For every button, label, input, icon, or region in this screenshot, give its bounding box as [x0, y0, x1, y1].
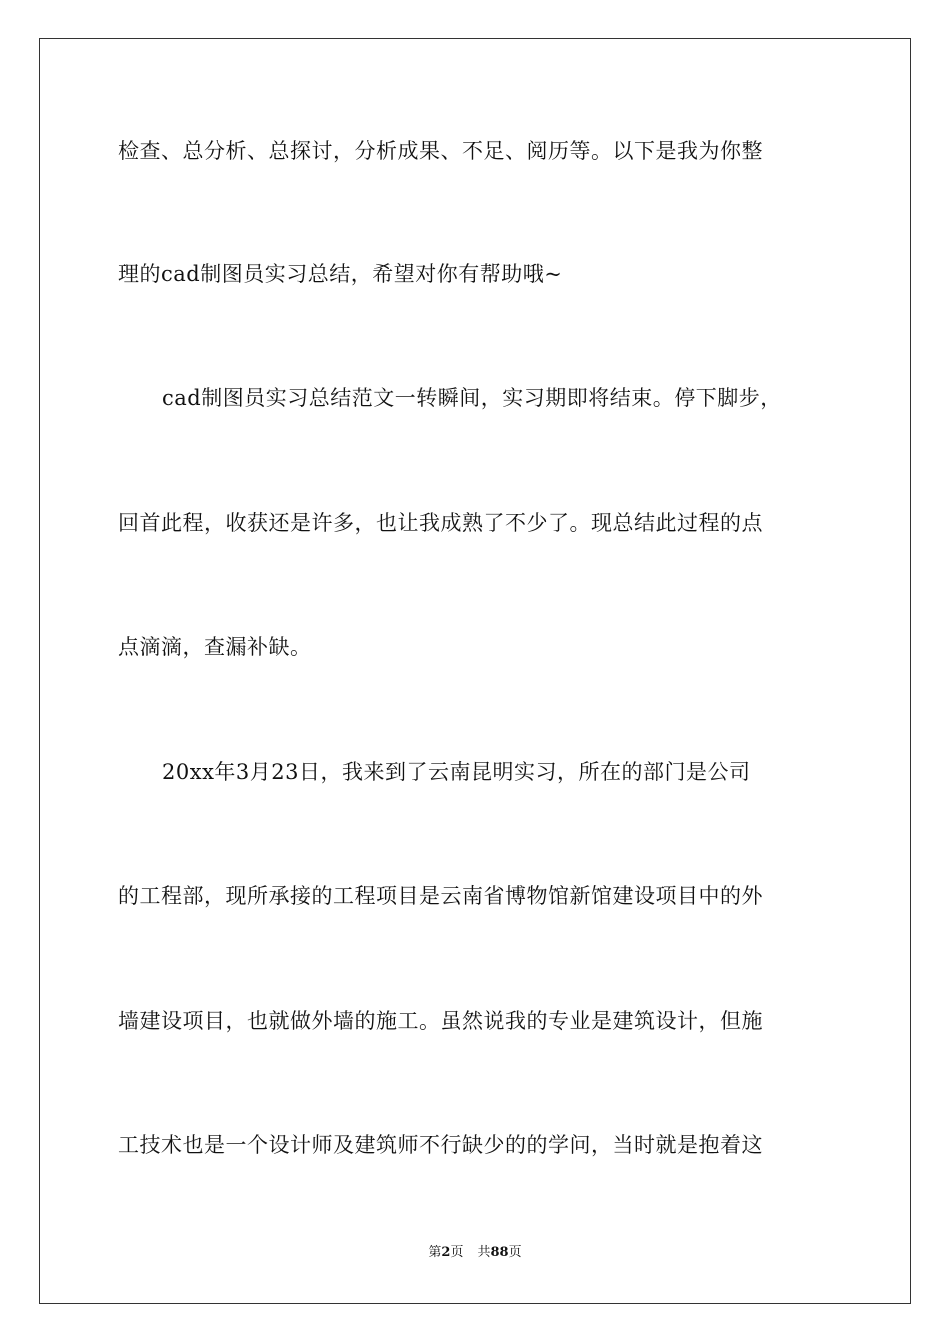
page-suffix: 页: [450, 1245, 464, 1260]
page-prefix: 第: [428, 1245, 442, 1260]
text-line-2: 理的cad制图员实习总结，希望对你有帮助哦~: [118, 262, 563, 286]
paragraph-2-line-1: cad制图员实习总结范文一转瞬间，实习期即将结束。停下脚步，: [162, 386, 782, 410]
text-line-8: 墙建设项目，也就做外墙的施工。虽然说我的专业是建筑设计，但施: [118, 1009, 763, 1033]
text-line-4: 回首此程，收获还是许多，也让我成熟了不少了。现总结此过程的点: [118, 511, 763, 535]
paragraph-3-line-1: 20xx年3月23日，我来到了云南昆明实习，所在的部门是公司: [162, 760, 751, 784]
total-suffix: 页: [508, 1245, 522, 1260]
page-number: 2: [441, 1245, 451, 1260]
page-footer: [0, 1244, 950, 1262]
text-line-1: 检查、总分析、总探讨，分析成果、不足、阅历等。以下是我为你整: [118, 139, 763, 163]
total-pages: 88: [490, 1245, 509, 1260]
text-line-7: 的工程部，现所承接的工程项目是云南省博物馆新馆建设项目中的外: [118, 884, 763, 908]
text-line-5: 点滴滴，查漏补缺。: [118, 635, 312, 659]
total-prefix: 共: [477, 1245, 491, 1260]
text-line-9: 工技术也是一个设计师及建筑师不行缺少的的学问，当时就是抱着这: [118, 1133, 763, 1157]
page-border: [39, 38, 911, 1304]
